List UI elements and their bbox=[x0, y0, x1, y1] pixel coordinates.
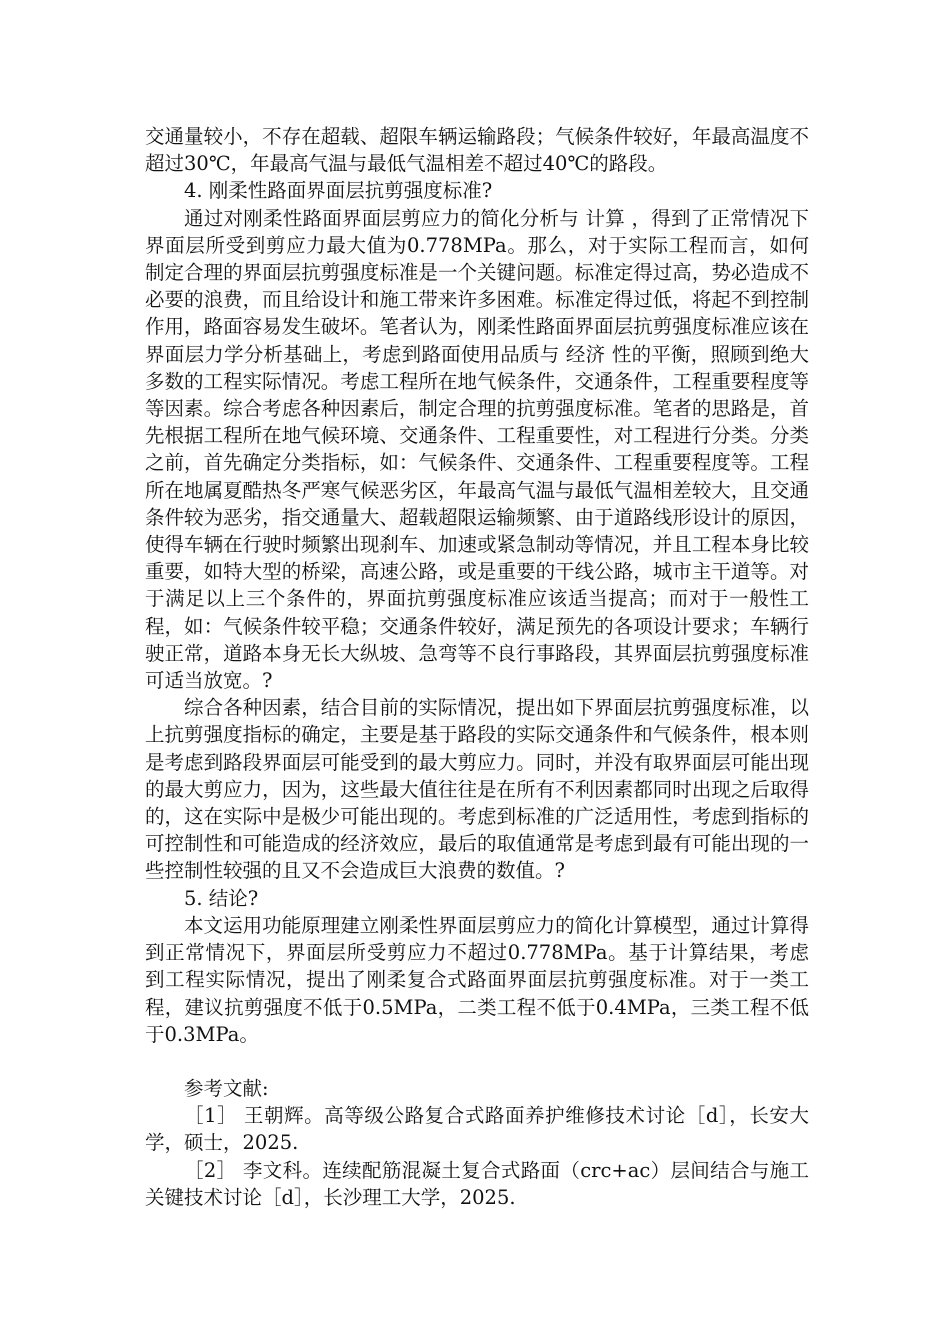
section-5-paragraph-1: 本文运用功能原理建立刚柔性界面层剪应力的简化计算模型，通过计算得到正常情况下，界面层所受剪应力不超过0.778MPa。基于计算结果，考虑到工程实际情况，提出了刚柔复合式路面界面层抗剪强度标准。对于一类工程，建议抗剪强度不低于0.5MPa，二类工程不低于0.4MPa，三类工程不低于0.3MPa。 bbox=[145, 913, 809, 1046]
intro-paragraph-tail: 交通量较小，不存在超载、超限车辆运输路段；气候条件较好，年最高温度不超过30℃，年最高气温与最低气温相差不超过40℃的路段。 bbox=[145, 125, 809, 176]
document-page bbox=[145, 123, 809, 1211]
reference-item-2: ［2］ 李文科。连续配筋混凝土复合式路面（crc+ac）层间结合与施工关键技术讨论［d］，长沙理工大学，2025. bbox=[145, 1158, 809, 1209]
section-4-paragraph-1: 通过对刚柔性路面界面层剪应力的简化分析与 计算 ，得到了正常情况下界面层所受到剪应力最大值为0.778MPa。那么，对于实际工程而言，如何制定合理的界面层抗剪强度标准是一个关键问题。标准定得过高，势必造成不必要的浪费，而且给设计和施工带来许多困难。标准定得过低，将起不到控制作用，路面容易发生破坏。笔者认为，刚柔性路面界面层抗剪强度标准应该在界面层力学分析基础上，考虑到路面使用品质与 经济 性的平衡，照顾到绝大多数的工程实际情况。考虑工程所在地气候条件，交通条件，工程重要程度等等因素。综合考虑各种因素后，制定合理的抗剪强度标准。笔者的思路是，首先根据工程所在地气候环境、交通条件、工程重要性，对工程进行分类。分类之前，首先确定分类指标，如：气候条件、交通条件、工程重要程度等。工程所在地属夏酷热冬严寒气候恶劣区，年最高气温与最低气温相差较大，且交通条件较为恶劣，指交通量大、超载超限运输频繁、由于道路线形设计的原因，使得车辆在行驶时频繁出现刹车、加速或紧急制动等情况，并且工程本身比较重要，如特大型的桥梁，高速公路，或是重要的干线公路，城市主干道等。对于满足以上三个条件的，界面抗剪强度标准应该适当提高；而对于一般性工程，如：气候条件较平稳；交通条件较好，满足预先的各项设计要求；车辆行驶正常，道路本身无长大纵坡、急弯等不良行事路段，其界面层抗剪强度标准可适当放宽。? bbox=[145, 206, 809, 693]
section-spacer bbox=[145, 1048, 809, 1075]
section-4-heading: 4. 刚柔性路面界面层抗剪强度标准? bbox=[184, 179, 493, 203]
reference-item-1: ［1］ 王朝辉。高等级公路复合式路面养护维修技术讨论［d］，长安大学，硕士，2025. bbox=[145, 1104, 809, 1155]
section-4-paragraph-2: 综合各种因素，结合目前的实际情况，提出如下界面层抗剪强度标准，以上抗剪强度指标的确定，主要是基于路段的实际交通条件和气候条件，根本则是考虑到路段界面层可能受到的最大剪应力。同时，并没有取界面层可能出现的最大剪应力，因为，这些最大值往往是在所有不利因素都同时出现之后取得的，这在实际中是极少可能出现的。考虑到标准的广泛适用性，考虑到指标的可控制性和可能造成的经济效应，最后的取值通常是考虑到最有可能出现的一些控制性较强的且又不会造成巨大浪费的数值。? bbox=[145, 696, 809, 883]
references-title: 参考文献: bbox=[184, 1076, 269, 1100]
section-5-heading: 5. 结论? bbox=[184, 886, 259, 910]
